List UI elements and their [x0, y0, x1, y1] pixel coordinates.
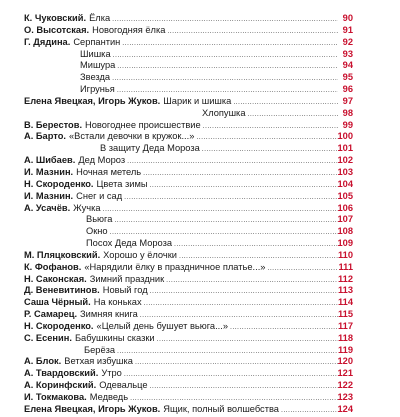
toc-title: Зимний праздник — [89, 273, 165, 284]
toc-title: Снег и сад — [76, 190, 123, 201]
toc-author: И. Мазнин. — [24, 166, 74, 177]
toc-page-number: 99 — [342, 119, 353, 130]
toc-author: О. Высотская. — [24, 24, 90, 35]
toc-title: Новогодняя ёлка — [92, 24, 166, 35]
toc-row — [0, 37, 400, 49]
toc-author: А. Усачёв. — [24, 202, 71, 213]
toc-title: Посох Деда Мороза — [86, 238, 173, 249]
toc-page-number: 94 — [342, 60, 353, 71]
toc-page-number: 91 — [342, 24, 353, 35]
toc-title: Окно — [86, 226, 108, 237]
toc-title: Звезда — [80, 72, 111, 83]
toc-row — [0, 262, 400, 274]
toc-page-number: 115 — [338, 309, 353, 320]
toc-row — [0, 60, 400, 72]
toc-row — [0, 392, 400, 404]
toc-row — [0, 131, 400, 143]
toc-leader-dots — [281, 405, 338, 417]
toc-page-number: 109 — [337, 238, 353, 249]
toc-title: Новогоднее происшествие — [85, 119, 201, 130]
toc-row — [0, 13, 400, 25]
toc-title: В защиту Деда Мороза — [100, 143, 200, 154]
toc-title: Ветхая избушка — [64, 356, 133, 367]
toc-author: А. Барто. — [24, 131, 66, 142]
toc-page-number: 117 — [338, 320, 353, 331]
toc-row — [0, 25, 400, 37]
toc-page-number: 111 — [338, 261, 353, 272]
toc-author: Елена Явецкая, Игорь Жуков. — [24, 403, 161, 414]
toc-title: Медведь — [89, 392, 129, 402]
toc-row — [0, 368, 400, 380]
toc-title: Серпантин — [73, 36, 121, 47]
toc-row — [0, 84, 400, 96]
toc-page-number: 105 — [337, 190, 353, 201]
toc-title: На коньках — [93, 297, 142, 308]
toc-title: Ёлка — [89, 13, 111, 23]
toc-page-number: 118 — [338, 332, 353, 343]
toc-title: Хорошо у ёлочки — [103, 249, 177, 260]
toc-page-number: 98 — [342, 107, 353, 118]
toc-page-number: 90 — [342, 13, 353, 23]
toc-author: Н. Саконская. — [24, 273, 87, 284]
toc-row — [0, 297, 400, 309]
toc-row — [0, 72, 400, 84]
toc-author: В. Берестов. — [24, 119, 83, 130]
toc-page-number: 108 — [337, 226, 353, 237]
toc-row — [0, 380, 400, 392]
toc-title: Шарик и шишка — [163, 95, 232, 106]
toc-row — [0, 238, 400, 250]
toc-row — [0, 191, 400, 203]
toc-title: Шишка — [80, 48, 111, 59]
table-of-contents — [0, 13, 400, 416]
toc-title: Ночная метель — [76, 166, 142, 177]
toc-page-number: 92 — [342, 36, 353, 47]
toc-page-number: 121 — [337, 368, 353, 379]
toc-page-number: 106 — [337, 202, 353, 213]
toc-page-number: 114 — [338, 297, 353, 308]
toc-title: Ящик, полный волшебства — [163, 403, 279, 414]
toc-author: А. Твардовский. — [24, 368, 99, 379]
toc-author: А. Блок. — [24, 356, 62, 367]
toc-row — [0, 274, 400, 286]
toc-author: Саша Чёрный. — [24, 297, 91, 308]
toc-page-number: 124 — [337, 403, 353, 414]
toc-page-number: 110 — [338, 249, 353, 260]
toc-page-number: 104 — [337, 178, 353, 189]
toc-row — [0, 226, 400, 238]
toc-row — [0, 120, 400, 132]
toc-page-number: 112 — [338, 273, 353, 284]
toc-author: И. Мазнин. — [24, 190, 74, 201]
toc-title: «Целый день бушует вьюга...» — [96, 320, 228, 331]
toc-title: Игрунья — [80, 84, 115, 95]
toc-row — [0, 404, 400, 416]
toc-row — [0, 203, 400, 215]
toc-page-number: 101 — [337, 143, 353, 154]
toc-row — [0, 356, 400, 368]
toc-page-number: 107 — [337, 214, 353, 225]
toc-page-number: 123 — [337, 392, 353, 402]
toc-author: С. Есенин. — [24, 332, 72, 343]
toc-row — [0, 49, 400, 61]
toc-row — [0, 108, 400, 120]
toc-row — [0, 214, 400, 226]
toc-title: Утро — [101, 368, 122, 379]
toc-author: Н. Скороденко. — [24, 320, 94, 331]
toc-title: Дед Мороз — [78, 155, 126, 166]
toc-page-number: 103 — [337, 166, 353, 177]
toc-title: Жучка — [73, 202, 101, 213]
toc-title: Цвета зимы — [96, 178, 148, 189]
toc-author: Г. Дядина. — [24, 36, 71, 47]
toc-page-number: 95 — [342, 72, 353, 83]
toc-row — [0, 167, 400, 179]
toc-page-number: 102 — [337, 155, 353, 166]
toc-title: Вьюга — [86, 214, 113, 225]
toc-author: К. Чуковский. — [24, 13, 87, 23]
toc-row — [0, 155, 400, 167]
toc-title: «Нарядили ёлку в праздничное платье...» — [84, 261, 266, 272]
toc-page-number: 120 — [337, 356, 353, 367]
toc-row — [0, 285, 400, 297]
toc-entry — [24, 404, 338, 417]
toc-row — [0, 321, 400, 333]
toc-author: Р. Самарец. — [24, 309, 78, 320]
toc-row — [0, 250, 400, 262]
toc-page-number: 122 — [337, 380, 353, 391]
toc-title: Берёза — [84, 344, 116, 355]
toc-title: Мишура — [80, 60, 116, 71]
toc-author: К. Фофанов. — [24, 261, 82, 272]
toc-author: И. Токмакова. — [24, 392, 87, 402]
toc-row — [0, 309, 400, 321]
toc-author: Н. Скороденко. — [24, 178, 94, 189]
toc-page-number: 113 — [338, 285, 353, 296]
toc-title: Новый год — [102, 285, 148, 296]
toc-row — [0, 179, 400, 191]
toc-page-number: 96 — [342, 84, 353, 95]
toc-page-number: 93 — [342, 48, 353, 59]
toc-title: Одевальце — [99, 380, 148, 391]
toc-title: «Встали девочки в кружок...» — [68, 131, 195, 142]
toc-author: Елена Явецкая, Игорь Жуков. — [24, 95, 161, 106]
toc-page-number: 100 — [337, 131, 353, 142]
toc-author: А. Коринфский. — [24, 380, 97, 391]
toc-title: Зимняя книга — [80, 309, 138, 320]
toc-author: М. Пляцковский. — [24, 249, 101, 260]
toc-row — [0, 143, 400, 155]
toc-row — [0, 96, 400, 108]
toc-page-number: 97 — [342, 95, 353, 106]
toc-author: Д. Веневитинов. — [24, 285, 100, 296]
toc-row — [0, 345, 400, 357]
toc-page-number: 119 — [338, 344, 353, 355]
toc-title: Хлопушка — [202, 107, 246, 118]
toc-row — [0, 333, 400, 345]
toc-title: Бабушкины сказки — [74, 332, 155, 343]
toc-author: А. Шибаев. — [24, 155, 76, 166]
